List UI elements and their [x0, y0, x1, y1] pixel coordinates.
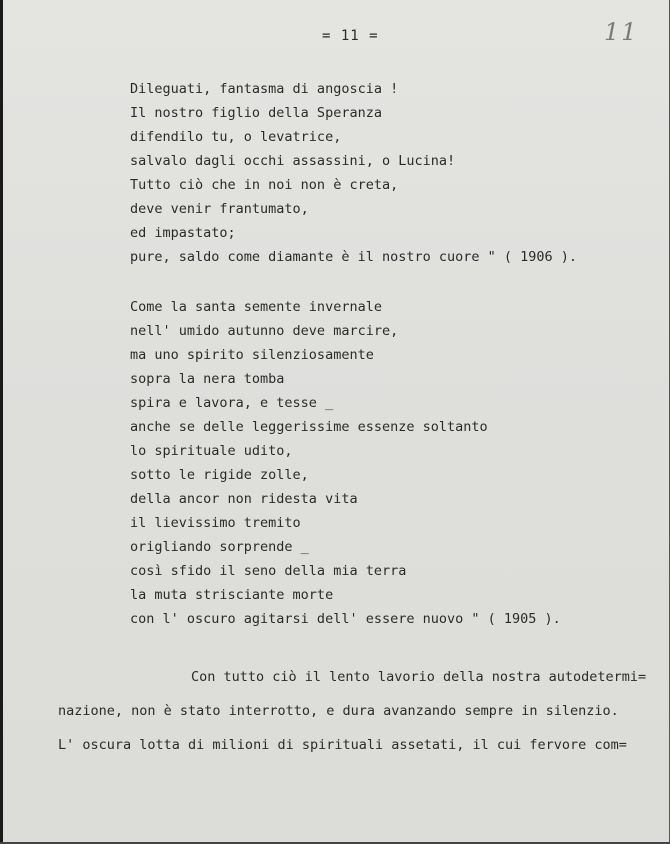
- poem-line: ed impastato;: [130, 225, 236, 241]
- page-left-edge: [0, 0, 3, 844]
- poem-line: Il nostro figlio della Speranza: [130, 105, 382, 121]
- poem-stanza-1: [130, 77, 577, 269]
- prose-line: nazione, non è stato interrotto, e dura avanzando sempre in silenzio.: [58, 703, 619, 719]
- poem-line: sopra la nera tomba: [130, 371, 285, 387]
- page-number: = 11 =: [322, 28, 379, 44]
- poem-line: sotto le rigide zolle,: [130, 467, 309, 483]
- poem-line: ma uno spirito silenziosamente: [130, 347, 374, 363]
- poem-line: deve venir frantumato,: [130, 201, 309, 217]
- poem-line: il lievissimo tremito: [130, 515, 301, 531]
- poem-line: così sfido il seno della mia terra: [130, 563, 407, 579]
- poem-line: anche se delle leggerissime essenze soltanto: [130, 419, 488, 435]
- prose-line: Con tutto ciò il lento lavorio della nostra autodetermi=: [191, 669, 647, 685]
- poem-line: salvalo dagli occhi assassini, o Lucina!: [130, 153, 456, 169]
- prose-line: L' oscura lotta di milioni di spirituali assetati, il cui fervore com=: [58, 737, 627, 753]
- poem-line: la muta strisciante morte: [130, 587, 334, 603]
- poem-line: Dileguati, fantasma di angoscia !: [130, 81, 399, 97]
- poem-line: Come la santa semente invernale: [130, 299, 382, 315]
- handwritten-folio-number: 11: [604, 18, 639, 46]
- poem-line: con l' oscuro agitarsi dell' essere nuovo " ( 1905 ).: [130, 611, 561, 627]
- poem-stanza-2: [130, 295, 561, 631]
- poem-line: nell' umido autunno deve marcire,: [130, 323, 399, 339]
- poem-line: origliando sorprende _: [130, 539, 309, 555]
- prose-paragraph: [58, 660, 647, 762]
- poem-line: Tutto ciò che in noi non è creta,: [130, 177, 399, 193]
- poem-line: lo spirituale udito,: [130, 443, 293, 459]
- poem-line: spira e lavora, e tesse _: [130, 395, 334, 411]
- poem-line: difendilo tu, o levatrice,: [130, 129, 342, 145]
- poem-line: pure, saldo come diamante è il nostro cuore " ( 1906 ).: [130, 249, 578, 265]
- poem-line: della ancor non ridesta vita: [130, 491, 358, 507]
